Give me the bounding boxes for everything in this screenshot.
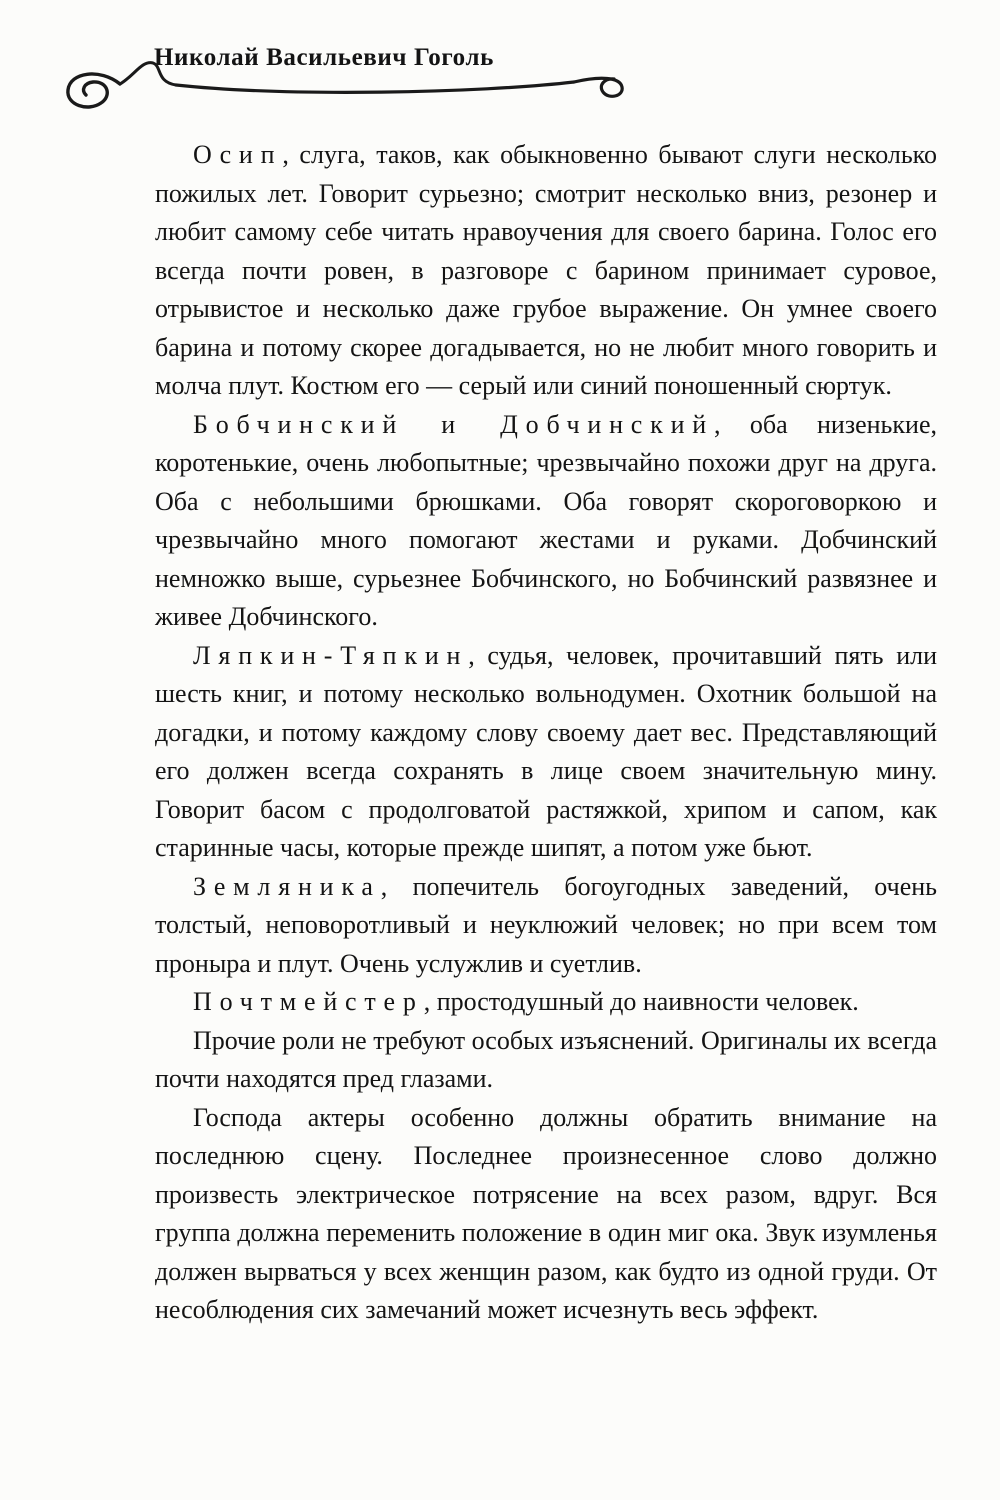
character-name: Ляпкин-Тяпкин [193, 640, 469, 670]
paragraph-text: , попечитель богоугодных заведений, очень толстый, неповоротливый и неуклюжий человек; но при всем том проныра и плут. Очень услужлив и суетлив. [155, 871, 937, 978]
paragraph-pochtmeyster [155, 983, 937, 1022]
paragraph-bobchinsky-dobchinsky [155, 406, 937, 637]
character-name: Земляника [193, 871, 381, 901]
paragraph-text: , судья, человек, прочитавший пять или шесть книг, и потому несколько вольнодумен. Охотник большой на догадки, и потому каждому слову своему дает вес. Представляющий его должен всегда сохранять в лице своем значительную мину. Говорит басом с продолговатой растяжкой, хрипом и сапом, как старинные часы, которые прежде шипят, а потом уже бьют. [155, 640, 937, 862]
flourish-divider-icon [58, 52, 638, 121]
character-name: Почтмейстер [193, 987, 424, 1016]
paragraph-lyapkin-tyapkin [155, 637, 937, 868]
character-name: Осип [193, 140, 283, 169]
paragraph-other-roles [155, 1022, 937, 1099]
paragraph-text: Прочие роли не требуют особых изъяснений. Оригиналы их всегда почти находятся пред глазами. [155, 1025, 937, 1093]
paragraph-actors-note [155, 1099, 937, 1330]
paragraph-zemlyanika [155, 868, 937, 984]
paragraph-text: Господа актеры особенно должны обратить внимание на последнюю сцену. Последнее произнесенное слово должно произвесть электрическое потрясение на всех разом, вдруг. Вся группа должна переменить положение в один миг ока. Звук изумленья должен вырваться у всех женщин разом, как будто из одной груди. От несоблюдения сих замечаний может исчезнуть весь эффект. [155, 1102, 937, 1324]
page-header-author: Николай Васильевич Гоголь [154, 44, 494, 71]
paragraph-text: , простодушный до наивности человек. [423, 987, 859, 1016]
paragraph-text: , слуга, таков, как обыкновенно бывают слуги несколько пожилых лет. Говорит сурьезно; смотрит несколько вниз, резонер и любит самому себе читать нравоучения для своего барина. Голос его всегда почти ровен, в разговоре с барином принимает суровое, отрывистое и несколько даже грубое выражение. Он умнее своего барина и потому скорее догадывается, но не любит много говорить и молча плут. Костюм его — серый или синий поношенный сюртук. [155, 140, 937, 400]
paragraph-osip [155, 136, 937, 406]
paragraph-text: , оба низенькие, коротенькие, очень любопытные; чрезвычайно похожи друг на друга. Оба с небольшими брюшками. Оба говорят скороговоркою и чрезвычайно много помогают жестами и руками. Добчинский немножко выше, сурьезнее Бобчинского, но Бобчинский развязнее и живее Добчинского. [155, 409, 937, 631]
character-name: Бобчинский и Добчинский [193, 409, 714, 439]
page-body [155, 136, 937, 1330]
